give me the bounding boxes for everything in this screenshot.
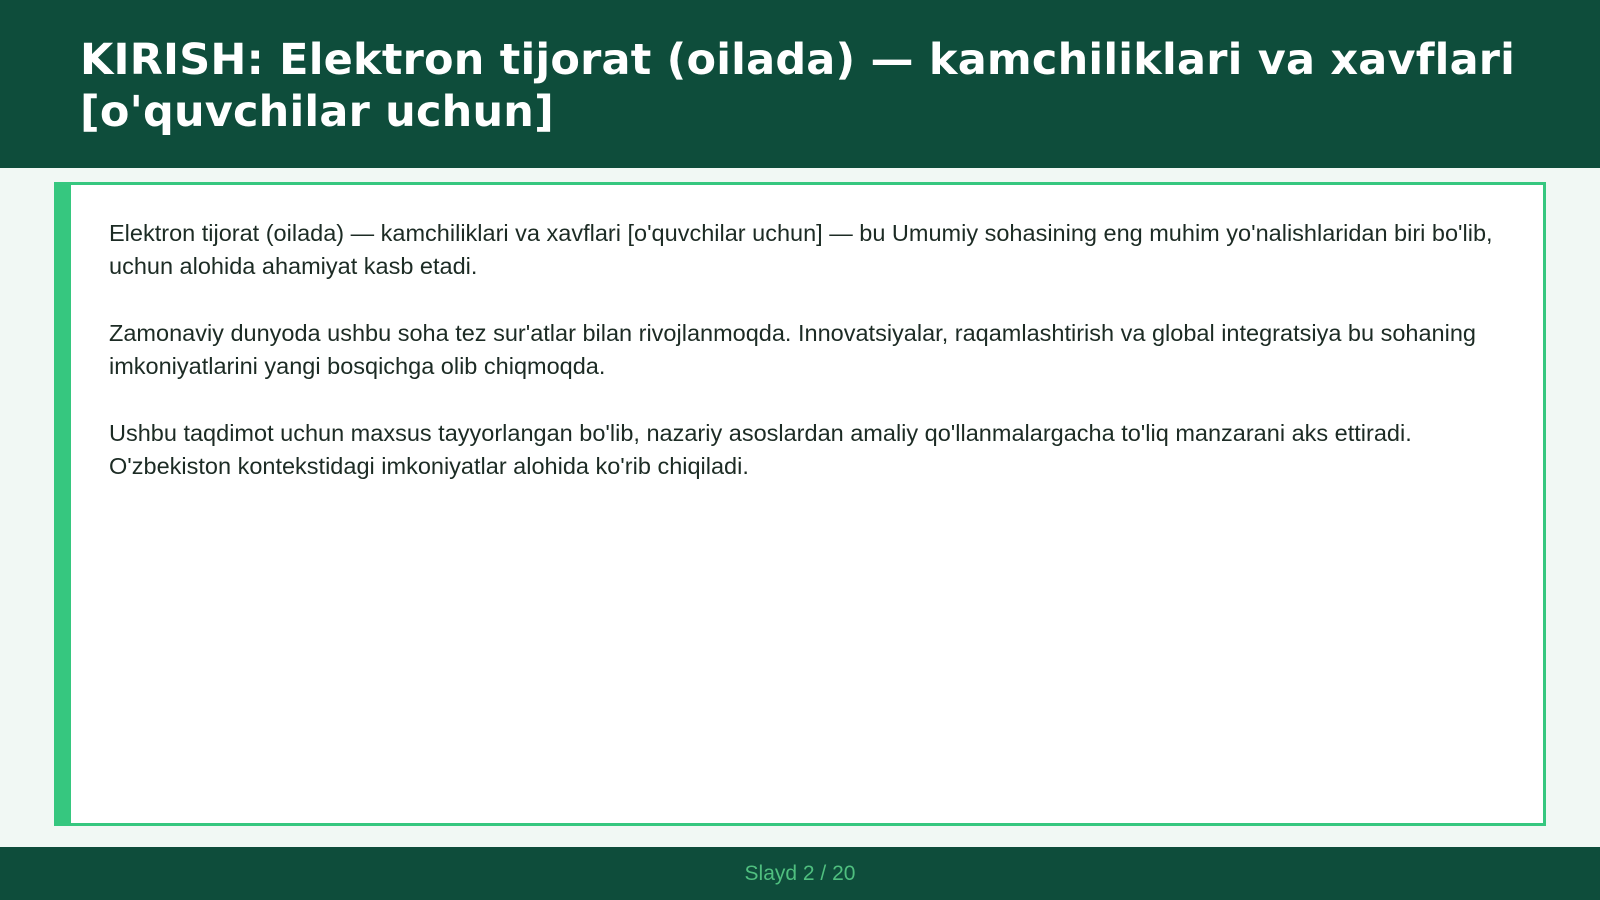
slide-counter: Slayd 2 / 20 [744, 861, 856, 885]
paragraph-presentation-scope: Ushbu taqdimot uchun maxsus tayyorlangan bo'lib, nazariy asoslardan amaliy qo'llanmalargacha to'liq manzarani aks ettiradi. O'zbekiston kontekstidagi imkoniyatlar alohida ko'rib chiqiladi. [109, 420, 1412, 479]
content-card [54, 182, 1546, 826]
paragraph-intro: Elektron tijorat (oilada) — kamchiliklari va xavflari [o'quvchilar uchun] — bu Umumiy sohasining eng muhim yo'nalishlaridan biri bo'lib, uchun alohida ahamiyat kasb etadi. [109, 220, 1493, 279]
paragraph-modern-world: Zamonaviy dunyoda ushbu soha tez sur'atlar bilan rivojlanmoqda. Innovatsiyalar, raqamlashtirish va global integratsiya bu sohaning imkoniyatlarini yangi bosqichga olib chiqmoqda. [109, 320, 1476, 379]
slide-header [0, 0, 1600, 168]
slide-title: KIRISH: Elektron tijorat (oilada) — kamchiliklari va xavflari [o'quvchilar uchun] [80, 35, 1516, 137]
slide-footer [0, 847, 1600, 900]
